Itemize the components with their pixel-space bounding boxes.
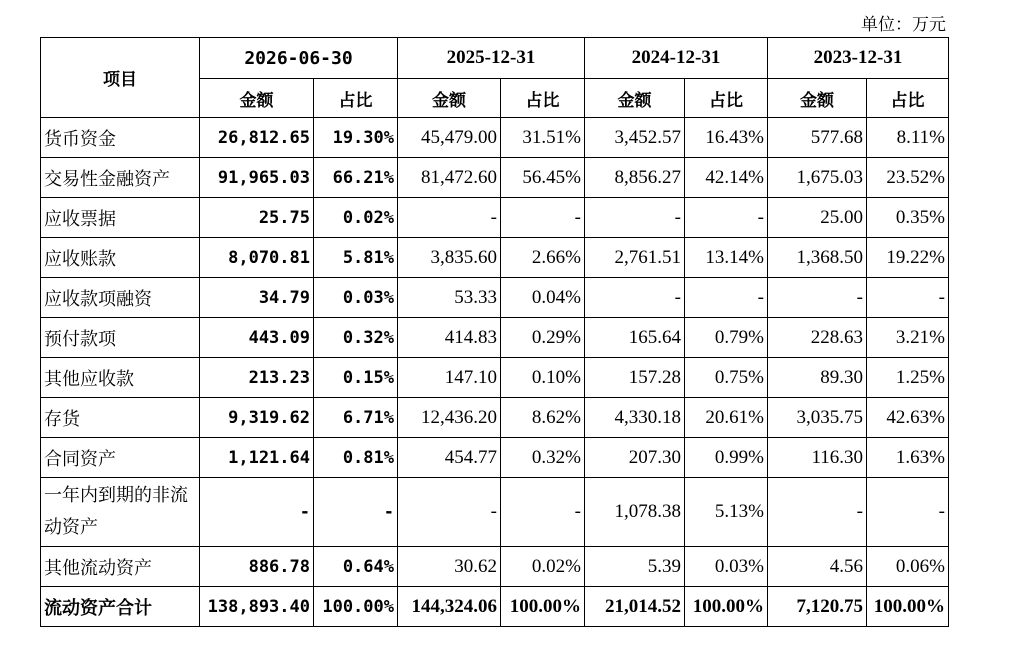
row-label: 合同资产 [41,438,200,478]
amount-cell: 30.62 [398,547,501,587]
ratio-cell: 0.99% [685,438,768,478]
row-label: 应收票据 [41,198,200,238]
table-row [41,198,949,238]
ratio-cell: 5.81% [314,238,398,278]
amount-cell: 147.10 [398,358,501,398]
amount-cell: 144,324.06 [398,587,501,627]
table-row [41,238,949,278]
header-item: 项目 [41,38,200,118]
row-label: 其他应收款 [41,358,200,398]
amount-cell: 7,120.75 [768,587,867,627]
amount-cell: - [768,478,867,547]
ratio-cell: 2.66% [501,238,585,278]
header-amount: 金额 [585,79,685,118]
amount-cell: 157.28 [585,358,685,398]
header-amount: 金额 [200,79,314,118]
amount-cell: 91,965.03 [200,158,314,198]
ratio-cell: 1.25% [867,358,949,398]
ratio-cell: 0.64% [314,547,398,587]
ratio-cell: 42.14% [685,158,768,198]
header-ratio: 占比 [314,79,398,118]
amount-cell: 414.83 [398,318,501,358]
ratio-cell: 0.79% [685,318,768,358]
header-period-2024-12-31: 2024-12-31 [585,38,768,79]
ratio-cell: 13.14% [685,238,768,278]
header-amount: 金额 [768,79,867,118]
table-row [41,118,949,158]
amount-cell: 25.75 [200,198,314,238]
amount-cell: - [768,278,867,318]
amount-cell: - [200,478,314,547]
header-period-2025-12-31: 2025-12-31 [398,38,585,79]
ratio-cell: 66.21% [314,158,398,198]
ratio-cell: 0.02% [314,198,398,238]
ratio-cell: 6.71% [314,398,398,438]
ratio-cell: 19.22% [867,238,949,278]
amount-cell: - [398,478,501,547]
ratio-cell: 0.29% [501,318,585,358]
ratio-cell: 100.00% [501,587,585,627]
amount-cell: 1,368.50 [768,238,867,278]
table-row [41,547,949,587]
amount-cell: 34.79 [200,278,314,318]
amount-cell: 454.77 [398,438,501,478]
amount-cell: 26,812.65 [200,118,314,158]
ratio-cell: - [867,478,949,547]
ratio-cell: 3.21% [867,318,949,358]
row-label: 流动资产合计 [41,587,200,627]
ratio-cell: 100.00% [685,587,768,627]
amount-cell: 116.30 [768,438,867,478]
amount-cell: 8,856.27 [585,158,685,198]
amount-cell: 1,675.03 [768,158,867,198]
amount-cell: 8,070.81 [200,238,314,278]
amount-cell: 81,472.60 [398,158,501,198]
amount-cell: 213.23 [200,358,314,398]
ratio-cell: 0.06% [867,547,949,587]
amount-cell: - [398,198,501,238]
header-amount: 金额 [398,79,501,118]
ratio-cell: 0.03% [314,278,398,318]
row-label: 应收款项融资 [41,278,200,318]
ratio-cell: 100.00% [314,587,398,627]
header-period-2023-12-31: 2023-12-31 [768,38,949,79]
current-assets-table [40,37,949,627]
amount-cell: 9,319.62 [200,398,314,438]
ratio-cell: 100.00% [867,587,949,627]
amount-cell: 12,436.20 [398,398,501,438]
unit-label: 单位：万元 [861,15,946,35]
ratio-cell: 0.10% [501,358,585,398]
ratio-cell: - [867,278,949,318]
ratio-cell: 0.03% [685,547,768,587]
amount-cell: 21,014.52 [585,587,685,627]
ratio-cell: 8.62% [501,398,585,438]
ratio-cell: - [501,478,585,547]
ratio-cell: 0.32% [314,318,398,358]
table-body [41,118,949,627]
header-ratio: 占比 [685,79,768,118]
amount-cell: 45,479.00 [398,118,501,158]
ratio-cell: 23.52% [867,158,949,198]
row-label: 交易性金融资产 [41,158,200,198]
amount-cell: 4.56 [768,547,867,587]
ratio-cell: 0.32% [501,438,585,478]
ratio-cell: 5.13% [685,478,768,547]
table-row [41,158,949,198]
amount-cell: 3,452.57 [585,118,685,158]
ratio-cell: 20.61% [685,398,768,438]
amount-cell: 443.09 [200,318,314,358]
amount-cell: 2,761.51 [585,238,685,278]
ratio-cell: - [314,478,398,547]
amount-cell: 5.39 [585,547,685,587]
table-row [41,438,949,478]
amount-cell: 53.33 [398,278,501,318]
header-ratio: 占比 [867,79,949,118]
ratio-cell: 1.63% [867,438,949,478]
ratio-cell: 0.35% [867,198,949,238]
ratio-cell: 42.63% [867,398,949,438]
amount-cell: - [585,198,685,238]
ratio-cell: 0.75% [685,358,768,398]
ratio-cell: 31.51% [501,118,585,158]
amount-cell: 1,121.64 [200,438,314,478]
amount-cell: 165.64 [585,318,685,358]
header-ratio: 占比 [501,79,585,118]
amount-cell: 1,078.38 [585,478,685,547]
total-row [41,587,949,627]
ratio-cell: - [501,198,585,238]
amount-cell: 25.00 [768,198,867,238]
row-label: 存货 [41,398,200,438]
amount-cell: 886.78 [200,547,314,587]
ratio-cell: 8.11% [867,118,949,158]
ratio-cell: 16.43% [685,118,768,158]
table-row [41,398,949,438]
row-label: 应收账款 [41,238,200,278]
ratio-cell: 56.45% [501,158,585,198]
amount-cell: 89.30 [768,358,867,398]
amount-cell: 3,835.60 [398,238,501,278]
amount-cell: 228.63 [768,318,867,358]
amount-cell: 207.30 [585,438,685,478]
ratio-cell: 0.81% [314,438,398,478]
ratio-cell: 19.30% [314,118,398,158]
amount-cell: 577.68 [768,118,867,158]
amount-cell: 138,893.40 [200,587,314,627]
table-row [41,318,949,358]
amount-cell: - [585,278,685,318]
header-period-2026-06-30: 2026-06-30 [200,38,398,79]
ratio-cell: - [685,198,768,238]
table-row [41,358,949,398]
ratio-cell: 0.02% [501,547,585,587]
ratio-cell: 0.15% [314,358,398,398]
row-label: 其他流动资产 [41,547,200,587]
row-label: 一年内到期的非流动资产 [41,478,200,547]
table-row [41,278,949,318]
row-label: 预付款项 [41,318,200,358]
row-label: 货币资金 [41,118,200,158]
ratio-cell: 0.04% [501,278,585,318]
ratio-cell: - [685,278,768,318]
amount-cell: 4,330.18 [585,398,685,438]
table-row [41,478,949,547]
amount-cell: 3,035.75 [768,398,867,438]
